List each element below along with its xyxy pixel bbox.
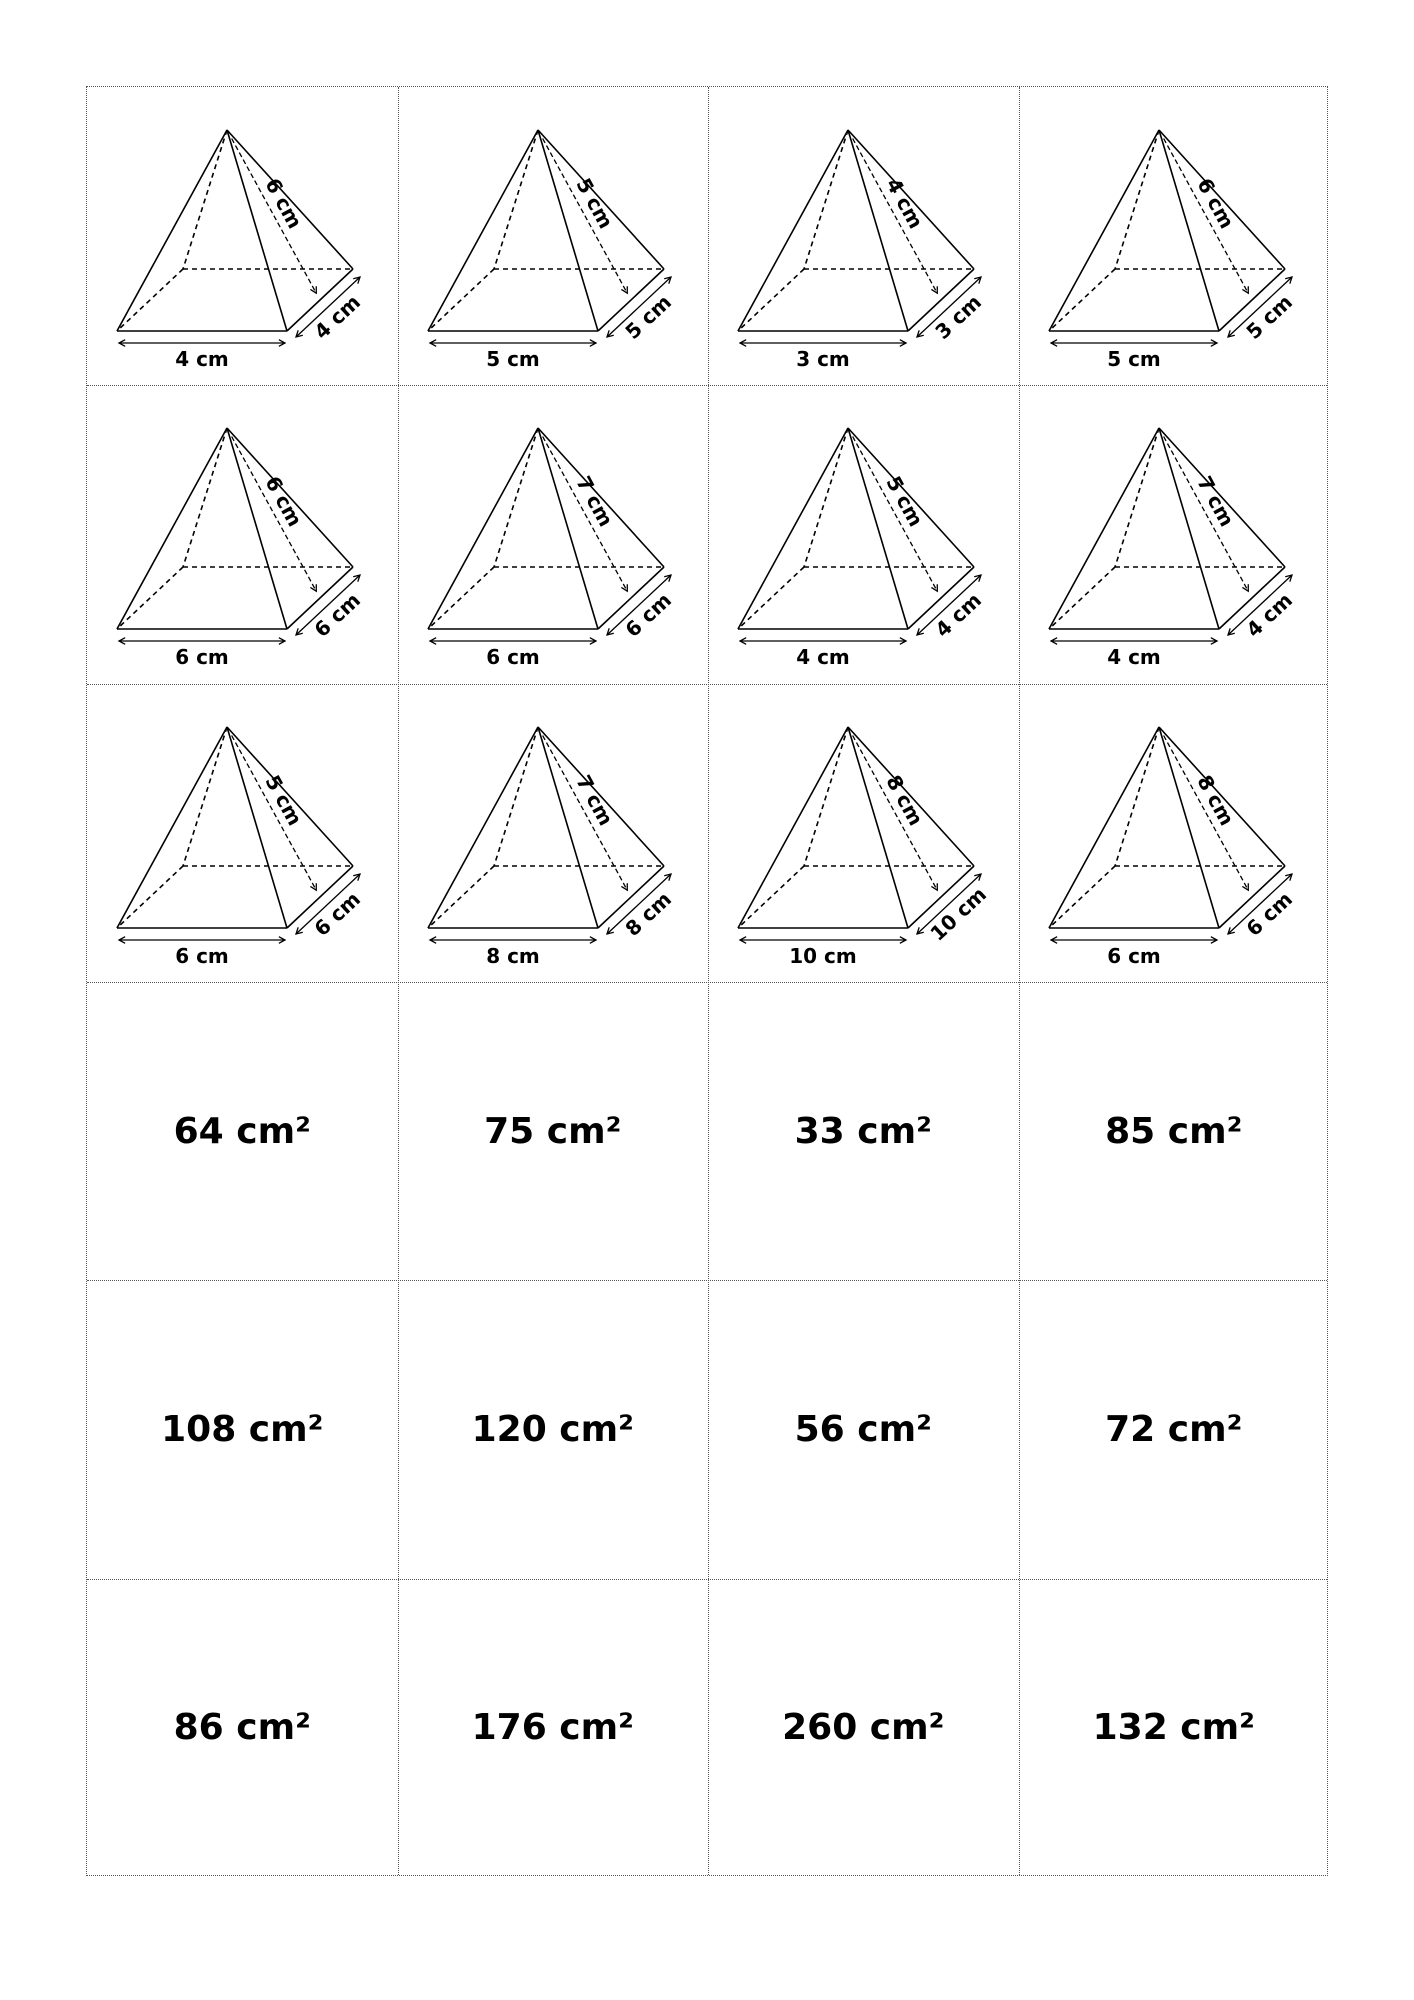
answer-card[interactable] [708,982,1019,1280]
surface-area-value: 33 cm² [794,1110,932,1152]
slant-height-label: 5 cm [260,770,308,830]
pyramid-edge [117,130,227,331]
pyramid-card[interactable] [1019,684,1330,982]
base-label: 6 cm [175,645,229,670]
square-pyramid-diagram [87,87,398,385]
slant-height-label: 4 cm [881,173,929,233]
pyramid-card[interactable] [1019,385,1330,683]
answer-card[interactable] [708,1280,1019,1578]
pyramid-edge [117,428,227,629]
pyramid-card[interactable] [398,87,709,385]
answer-card[interactable] [87,1579,398,1877]
pyramid-edge [1049,428,1159,629]
slant-height-label: 5 cm [881,472,929,531]
depth-label: 3 cm [930,289,986,344]
hidden-edge [428,866,494,928]
pyramid-edge [227,428,287,629]
hidden-edge [738,866,804,928]
base-label: 4 cm [796,645,850,670]
hidden-edge [738,269,804,331]
pyramid-edge [538,130,598,331]
pyramid-card[interactable] [87,684,398,982]
pyramid-edge [1159,130,1219,331]
pyramid-edge [428,130,538,331]
square-pyramid-diagram [1019,684,1330,982]
pyramid-edge [848,130,908,331]
answer-card[interactable] [398,982,709,1280]
depth-label: 5 cm [1240,289,1297,344]
pyramid-edge [538,428,598,629]
pyramid-edge [428,428,538,629]
pyramid-card[interactable] [708,87,1019,385]
depth-label: 10 cm [925,881,992,946]
slant-height-label: 7 cm [570,472,618,531]
base-label: 3 cm [796,346,850,371]
answer-card[interactable] [87,1280,398,1578]
depth-label: 8 cm [619,886,676,941]
pyramid-edge [848,727,908,928]
depth-label: 6 cm [619,588,676,643]
pyramid-edge [738,428,848,629]
square-pyramid-diagram [87,684,398,982]
square-pyramid-diagram [87,385,398,683]
surface-area-value: 176 cm² [471,1707,634,1749]
base-label: 6 cm [485,645,540,670]
base-label: 8 cm [485,943,540,968]
base-label: 6 cm [1106,943,1161,968]
hidden-edge [1049,269,1115,331]
hidden-edge [117,866,183,928]
pyramid-edge [1159,428,1219,629]
slant-height-label: 6 cm [1191,173,1239,233]
depth-label: 5 cm [619,289,676,344]
hidden-edge [117,567,183,629]
square-pyramid-diagram [398,87,709,385]
pyramid-edge [738,727,848,928]
answer-card[interactable] [398,1579,709,1877]
surface-area-value: 64 cm² [173,1110,311,1152]
slant-height-label: 8 cm [881,770,929,830]
depth-label: 4 cm [1240,588,1297,643]
base-label: 10 cm [789,943,857,968]
hidden-edge [428,269,494,331]
pyramid-edge [738,130,848,331]
depth-label: 6 cm [1240,886,1297,941]
pyramid-card[interactable] [1019,87,1330,385]
base-label: 4 cm [175,346,229,371]
pyramid-card[interactable] [87,87,398,385]
pyramid-card[interactable] [87,385,398,683]
depth-label: 4 cm [309,289,365,344]
slant-height-label: 6 cm [260,472,308,531]
square-pyramid-diagram [398,684,709,982]
hidden-edge [738,567,804,629]
base-label: 6 cm [175,943,229,968]
pyramid-edge [1159,727,1219,928]
square-pyramid-diagram [1019,87,1330,385]
depth-label: 6 cm [309,886,365,941]
pyramid-edge [1049,727,1159,928]
pyramid-card[interactable] [398,684,709,982]
answer-card[interactable] [398,1280,709,1578]
square-pyramid-diagram [708,87,1019,385]
slant-height-label: 5 cm [570,173,618,233]
answer-card[interactable] [87,982,398,1280]
surface-area-value: 85 cm² [1105,1110,1243,1152]
base-label: 5 cm [485,346,540,371]
slant-height-label: 8 cm [1191,770,1239,830]
slant-height-label: 7 cm [570,770,618,830]
surface-area-value: 75 cm² [484,1110,622,1152]
hidden-edge [428,567,494,629]
base-label: 5 cm [1106,346,1161,371]
pyramid-edge [538,727,598,928]
depth-label: 4 cm [930,588,986,643]
pyramid-card[interactable] [398,385,709,683]
pyramid-card[interactable] [708,385,1019,683]
depth-label: 6 cm [309,588,365,643]
hidden-edge [1049,567,1115,629]
answer-card[interactable] [1019,1579,1330,1877]
square-pyramid-diagram [1019,385,1330,683]
answer-card[interactable] [1019,1280,1330,1578]
surface-area-value: 56 cm² [794,1408,932,1450]
pyramid-card[interactable] [708,684,1019,982]
pyramid-edge [428,727,538,928]
surface-area-value: 108 cm² [161,1408,324,1450]
square-pyramid-diagram [708,684,1019,982]
surface-area-value: 86 cm² [173,1707,311,1749]
hidden-edge [117,269,183,331]
base-label: 4 cm [1106,645,1161,670]
hidden-edge [1049,866,1115,928]
surface-area-value: 260 cm² [782,1707,945,1749]
answer-card[interactable] [708,1579,1019,1877]
pyramid-edge [227,130,287,331]
card-sheet [86,86,1328,1876]
pyramid-edge [227,727,287,928]
pyramid-edge [117,727,227,928]
slant-height-label: 7 cm [1191,472,1239,531]
answer-card[interactable] [1019,982,1330,1280]
surface-area-value: 72 cm² [1105,1408,1243,1450]
square-pyramid-diagram [398,385,709,683]
surface-area-value: 120 cm² [471,1408,634,1450]
slant-height-label: 6 cm [260,173,308,233]
surface-area-value: 132 cm² [1092,1707,1255,1749]
pyramid-edge [848,428,908,629]
square-pyramid-diagram [708,385,1019,683]
pyramid-edge [1049,130,1159,331]
